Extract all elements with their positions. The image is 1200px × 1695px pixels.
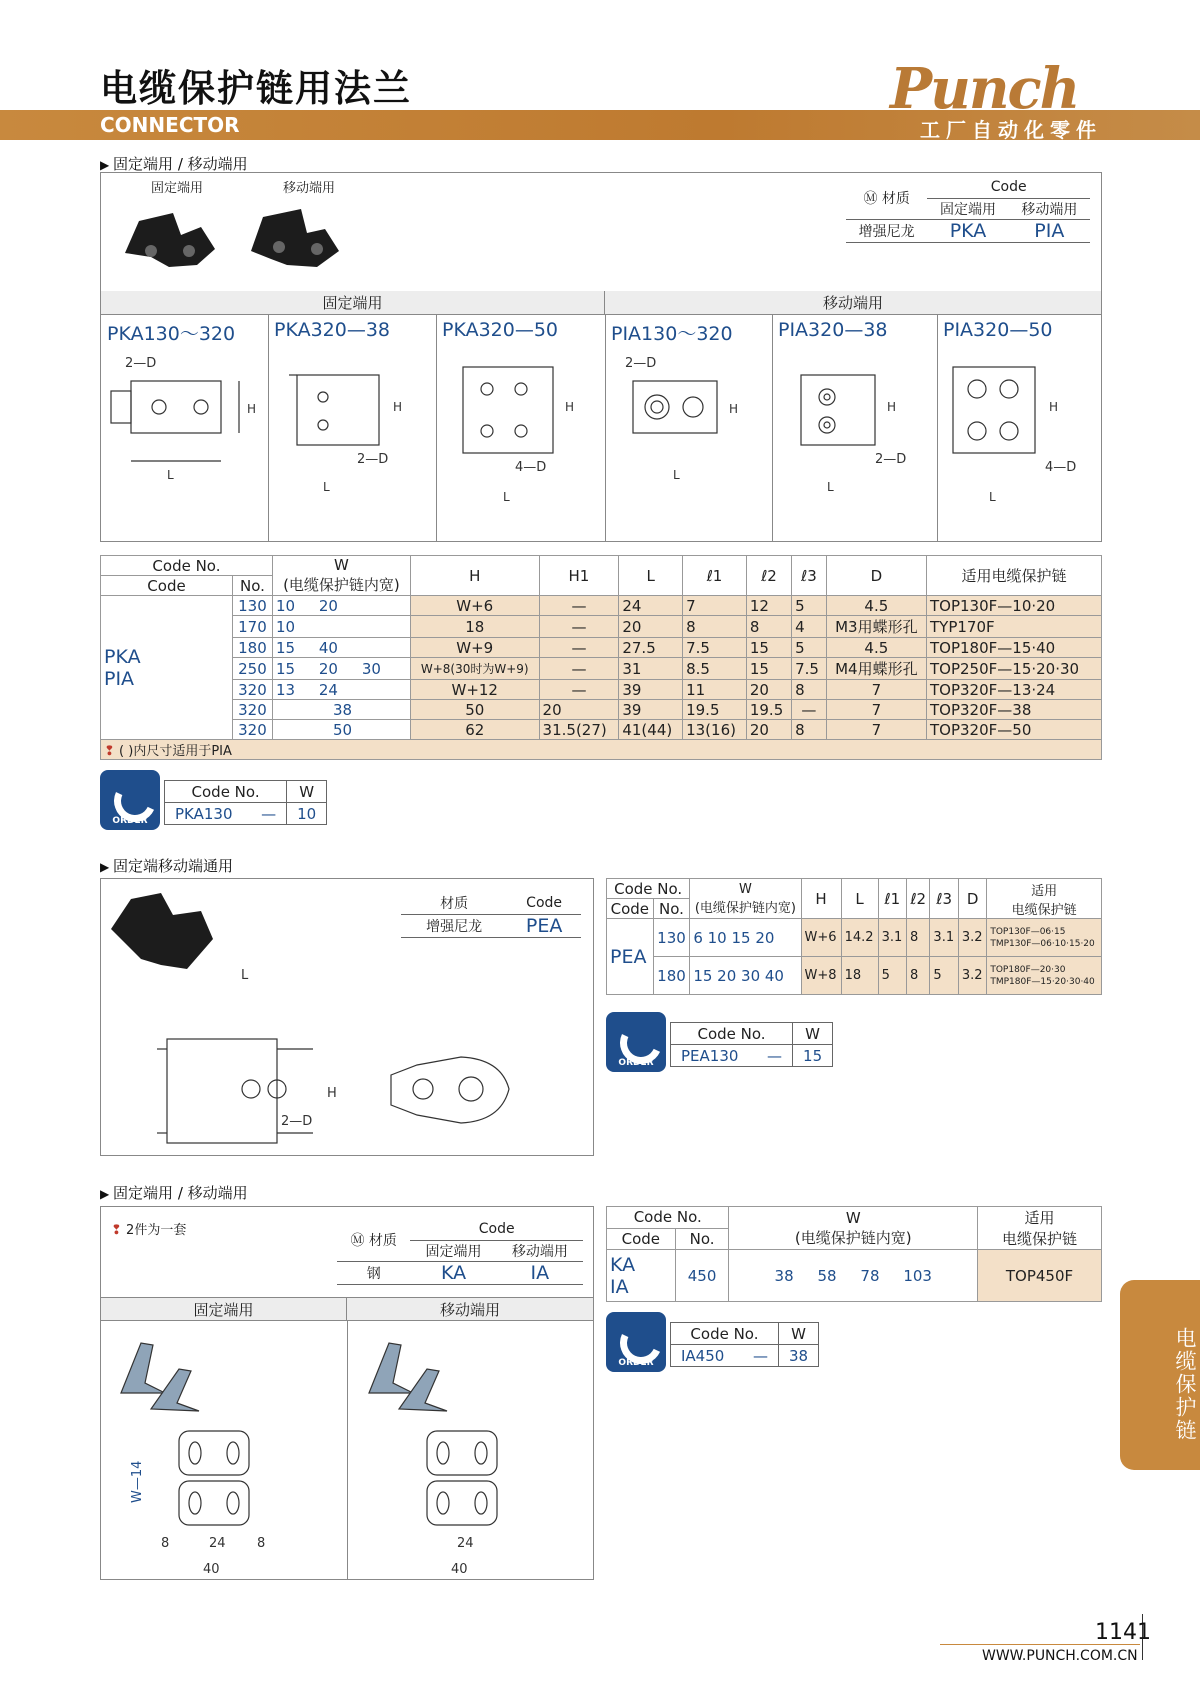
svg-text:2—D: 2—D xyxy=(281,1114,313,1129)
dimension-drawing-icon xyxy=(101,351,1101,537)
svg-text:H: H xyxy=(887,400,897,414)
svg-text:L: L xyxy=(167,468,174,482)
svg-text:4—D: 4—D xyxy=(1045,460,1077,475)
section-heading: ▶ 固定端用 / 移动端用 xyxy=(100,1182,248,1203)
svg-text:H: H xyxy=(327,1086,337,1101)
svg-text:40: 40 xyxy=(203,1562,220,1577)
svg-text:2—D: 2—D xyxy=(357,452,389,467)
svg-text:24: 24 xyxy=(457,1536,474,1551)
brand-tagline: 工厂自动化零件 xyxy=(920,118,1102,142)
photo-label-fixed: 固定端用 xyxy=(151,181,204,196)
material-table xyxy=(846,177,1090,243)
code-header: Code xyxy=(927,177,1090,198)
material-header: Ⓜ 材质 xyxy=(846,177,927,219)
code-cell: PKA PIA xyxy=(101,596,233,740)
diagram-label: PKA130～320 xyxy=(107,323,236,345)
product-panel xyxy=(100,172,1102,542)
svg-text:8: 8 xyxy=(161,1536,170,1551)
diagram-label: PKA320—50 xyxy=(442,319,559,341)
order-phone-icon: ORDER xyxy=(606,1312,666,1372)
order-phone-icon: ORDER xyxy=(100,770,160,830)
set-note: ❢ 2件为一套 xyxy=(111,1223,187,1238)
spec-table: Code No. W (电缆保护链内宽) H L ℓ1 ℓ2 ℓ3 D 适用 电缆保护链 Code No. PEA 130 6 10 15 20 W+6 14.2 3.1 8 3.1 3.2 TOP130F—06·15 TMP130F—06·10·15·20 180 15 20 30 40 W+8 18 5 8 5 3.2 TOP180F—20·30 TMP180F—15·20·30·40 xyxy=(606,878,1102,995)
spec-table: Code No. W (电缆保护链内宽) H H1 L ℓ1 ℓ2 ℓ3 D 适用电缆保护链 Code No. PKA PIA 130 10 20 W+6 — 24 7 12 5 4.5 TOP130F—10·20 170 10 18 — 20 8 8 4 M3用蝶形孔 TYP170F 180 15 40 W+9 — 27.5 7.5 15 5 4.5 TOP180F—15·40 250 15 20 30 W+8(30时为W+9) — 31 8.5 15 7.5 M4用蝶形孔 TOP250F—15·20·30 320 13 24 W+12 — 39 11 20 8 7 TOP320F—13·24 320 38 50 20 39 19.5 19.5 — 7 TOP320F—38 320 50 62 31.5(27) 41(44) 13(16) 20 8 7 TOP320F—50 ❢ ( )内尺寸适用于PIA xyxy=(100,555,1102,760)
page-number: 1141 xyxy=(1095,1620,1151,1645)
diagram-label: PIA320—38 xyxy=(778,319,888,341)
group-fixed: 固定端用 xyxy=(101,291,605,315)
svg-text:L: L xyxy=(241,968,249,983)
svg-text:L: L xyxy=(323,480,330,494)
code-fixed: PKA xyxy=(927,219,1008,242)
diagram-label: PKA320—38 xyxy=(274,319,391,341)
order-example: ORDER Code No. W PKA130 — 10 xyxy=(100,770,327,830)
svg-text:H: H xyxy=(247,402,257,416)
group-fixed: 固定端用 xyxy=(101,1297,347,1321)
fixed-header: 固定端用 xyxy=(927,198,1008,219)
svg-text:H: H xyxy=(1049,400,1059,414)
code-moving: PIA xyxy=(1009,219,1090,242)
svg-text:40: 40 xyxy=(451,1562,468,1577)
order-example: ORDER Code No. W IA450 — 38 xyxy=(606,1312,819,1372)
diagram-label: PIA320—50 xyxy=(943,319,1053,341)
group-moving: 移动端用 xyxy=(605,291,1101,315)
dimension-drawing-icon xyxy=(101,889,591,1149)
page-title: 电缆保护链用法兰 xyxy=(100,67,412,110)
svg-text:4—D: 4—D xyxy=(515,460,547,475)
svg-text:H: H xyxy=(393,400,403,414)
material-table: Ⓜ 材质 Code 固定端用 移动端用 钢 KA IA xyxy=(337,1219,583,1285)
photo-label-moving: 移动端用 xyxy=(283,181,336,196)
svg-text:L: L xyxy=(503,490,510,504)
order-example: ORDER Code No. W PEA130 — 15 xyxy=(606,1012,833,1072)
brand-logo: Punch xyxy=(890,56,1079,122)
category-side-tab[interactable]: 电缆保护链 xyxy=(1120,1280,1200,1470)
svg-text:2—D: 2—D xyxy=(875,452,907,467)
spec-table: Code No. W (电缆保护链内宽) 适用 电缆保护链 Code No. KA IA 450 38 58 78 103 TOP450F xyxy=(606,1206,1102,1302)
svg-text:L: L xyxy=(989,490,996,504)
moving-header: 移动端用 xyxy=(1009,198,1090,219)
svg-text:2—D: 2—D xyxy=(625,356,657,371)
section-heading: ▶ 固定端移动端通用 xyxy=(100,855,233,876)
diagram-label: PIA130～320 xyxy=(611,323,733,345)
table-note: ❢ ( )内尺寸适用于PIA xyxy=(101,740,1102,760)
product-panel xyxy=(100,878,594,1156)
svg-text:L: L xyxy=(827,480,834,494)
page-subtitle: CONNECTOR xyxy=(100,113,240,137)
svg-text:2—D: 2—D xyxy=(125,356,157,371)
product-photo-icon xyxy=(111,193,351,273)
svg-text:H: H xyxy=(565,400,575,414)
material-value: 增强尼龙 xyxy=(846,219,927,242)
svg-text:H: H xyxy=(729,402,739,416)
svg-text:24: 24 xyxy=(209,1536,226,1551)
svg-text:8: 8 xyxy=(257,1536,266,1551)
dimension-drawing-icon xyxy=(101,1323,593,1579)
group-moving: 移动端用 xyxy=(347,1297,593,1321)
material-table: 材质 Code 增强尼龙 PEA xyxy=(401,893,581,938)
website-url[interactable]: WWW.PUNCH.COM.CN xyxy=(982,1648,1138,1664)
svg-text:L: L xyxy=(673,468,680,482)
product-panel xyxy=(100,1206,594,1580)
section-heading: ▶ 固定端用 / 移动端用 xyxy=(100,153,248,174)
order-phone-icon: ORDER xyxy=(606,1012,666,1072)
svg-text:W—14: W—14 xyxy=(130,1460,145,1503)
diagram-row xyxy=(101,315,1101,541)
